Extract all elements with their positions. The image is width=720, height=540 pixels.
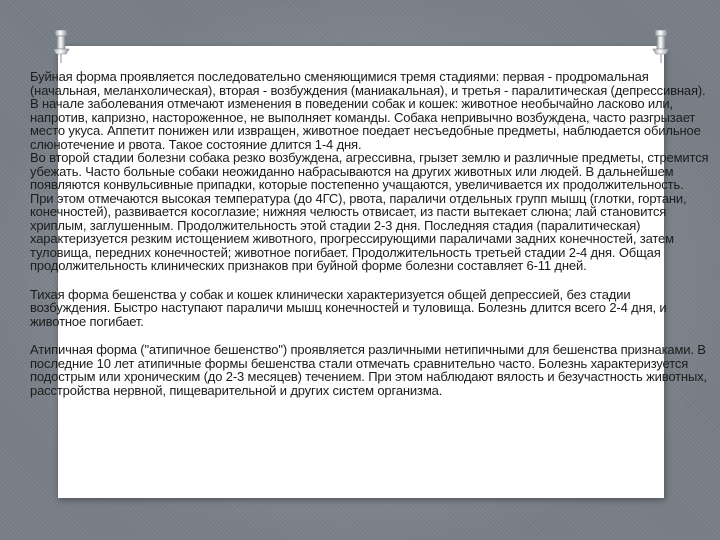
paragraph-violent-form-stages-two-three: Во второй стадии болезни собака резко возбуждена, агрессивна, грызет землю и различные предметы, стремится убежать. Часто больные собаки неожиданно набрасываются на других животных или людей. В дальнейшем появляются конвульсивные припадки, которые постепенно учащаются, увеличивается их продолжительность. При этом отмечаются высокая температура (до 4ГС), рвота, параличи отдельных групп мышц (глотки, гортани, конечностей), развивается косоглазие; нижняя челюсть отвисает, из пасти вытекает слюна; лай становится хриплым, заглушенным. Продолжительность этой стадии 2-3 дня. Последняя стадия (паралитическая) характеризуется резким истощением животного, прогрессирующими параличами задних конечностей, затем туловища, передних конечностей; животное погибает. Продолжительность третьей стадии 2-4 дня. Общая продолжительность клинических признаков при буйной форме болезни составляет 6-11 дней. bbox=[30, 150, 709, 273]
pushpin-right-icon bbox=[652, 30, 670, 64]
body-text bbox=[30, 70, 710, 412]
paragraph-violent-form-stage-one: Буйная форма проявляется последовательно сменяющимися тремя стадиями: первая - продромальная (начальная, меланхолическая), вторая - возбуждения (маниакальная), и третья - паралитическая (депрессивная). В начале заболевания отмечают изменения в поведении собак и кошек: животное необычайно ласково или, напротив, капризно, настороженное, не выполняет команды. Собака непривычно возбуждена, часто разгрызает место укуса. Аппетит понижен или извращен, животное поедает несъедобные предметы, наблюдается обильное слюнотечение и рвота. Такое состояние длится 1-4 дня. bbox=[30, 69, 706, 152]
paragraph-quiet-form: Тихая форма бешенства у собак и кошек клинически характеризуется общей депрессией, без стадии возбуждения. Быстро наступают параличи мышц конечностей и туловища. Болезнь длится всего 2-4 дня, и животное погибает. bbox=[30, 286, 667, 329]
pushpin-left-icon bbox=[52, 30, 70, 64]
paragraph-atypical-form: Атипичная форма ("атипичное бешенство") проявляется различными нетипичными для бешенства признаками. В последние 10 лет атипичные формы бешенства стали отмечать сравнительно часто. Болезнь характеризуется подострым или хроническим (до 2-3 месяцев) течением. При этом наблюдают вялость и безучастность животных, расстройства нервной, пищеварительной и других систем организма. bbox=[30, 342, 707, 398]
